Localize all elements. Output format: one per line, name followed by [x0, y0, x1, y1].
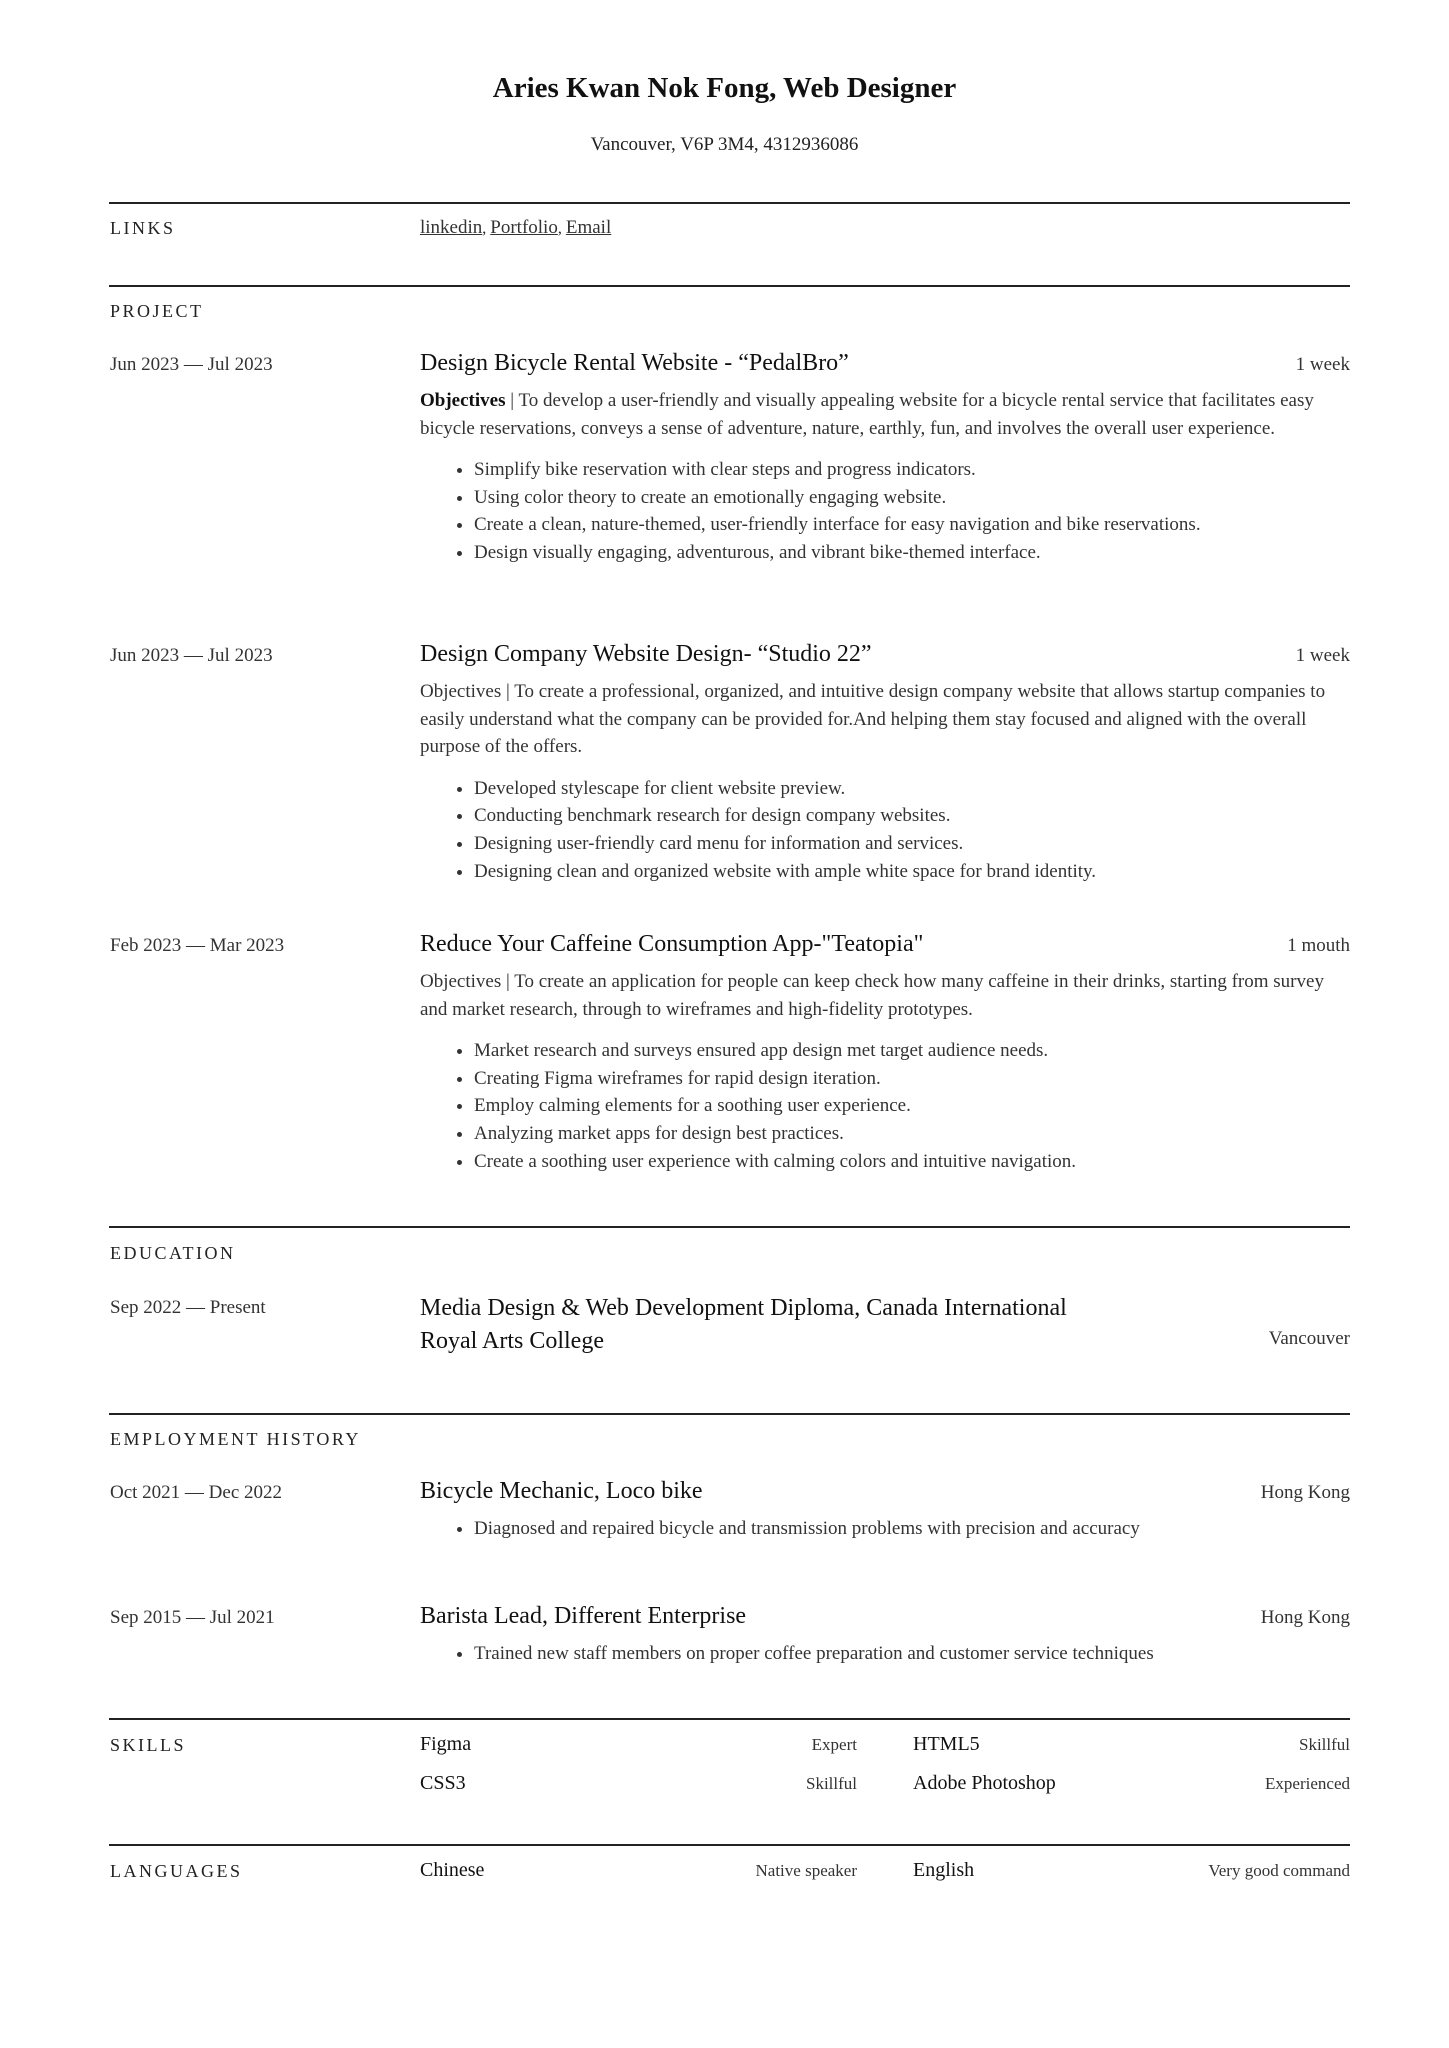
entry-objectives: Objectives | To develop a user-friendly and visually appealing website for a bicycle rental service that facilitates easy bicycle reservations, conveys a sense of adventure, nature, earthly, fun, and involves the overall user experience.: [420, 390, 1314, 439]
entry-date: Jun 2023 — Jul 2023: [110, 645, 273, 666]
bullet-list: [420, 775, 1350, 885]
skill-item: HTML5 Skillful: [913, 1733, 1350, 1755]
divider: [109, 285, 1350, 287]
bullet-list: [420, 1515, 1350, 1543]
skills-grid: [420, 1733, 1350, 1795]
language-item: Chinese Native speaker: [420, 1859, 857, 1881]
skill-item: Figma Expert: [420, 1733, 857, 1755]
project-entry: [420, 350, 1350, 567]
section-label-links: LINKS: [110, 218, 176, 238]
section-label-employment: EMPLOYMENT HISTORY: [110, 1429, 361, 1449]
project-entry: [420, 931, 1350, 1175]
link-portfolio[interactable]: Portfolio: [490, 217, 558, 238]
section-label-education: EDUCATION: [110, 1243, 236, 1263]
entry-location: Hong Kong: [1260, 1607, 1350, 1628]
entry-objectives: Objectives | To create a professional, organized, and intuitive design company website that allows startup companies to easily understand what the company can be provided for.And helping them stay focused and aligned with the overall purpose of the offers.: [420, 681, 1326, 758]
entry-date: Sep 2022 — Present: [110, 1297, 266, 1318]
list-item: • Diagnosed and repaired bicycle and transmission problems with precision and accuracy: [474, 1515, 1350, 1543]
languages-grid: [420, 1859, 1350, 1882]
divider: [109, 1226, 1350, 1228]
entry-date: Oct 2021 — Dec 2022: [110, 1482, 283, 1503]
list-item: • Designing clean and organized website with ample white space for brand identity.: [474, 858, 1350, 886]
list-item: • Analyzing market apps for design best practices.: [474, 1120, 1350, 1148]
entry-date: Feb 2023 — Mar 2023: [110, 935, 285, 956]
divider: [109, 1718, 1350, 1720]
entry-title: Bicycle Mechanic, Loco bike: [420, 1478, 703, 1504]
section-label-skills: SKILLS: [110, 1735, 187, 1755]
list-item: • Creating Figma wireframes for rapid design iteration.: [474, 1065, 1350, 1093]
entry-title: Design Company Website Design- “Studio 22”: [420, 641, 872, 667]
list-item: • Conducting benchmark research for design company websites.: [474, 802, 1350, 830]
list-item: • Employ calming elements for a soothing user experience.: [474, 1092, 1350, 1120]
divider: [109, 1413, 1350, 1415]
list-item: • Create a soothing user experience with calming colors and intuitive navigation.: [474, 1148, 1350, 1176]
section-label-languages: LANGUAGES: [110, 1861, 243, 1881]
list-item: • Design visually engaging, adventurous, and vibrant bike-themed interface.: [474, 539, 1350, 567]
list-item: • Using color theory to create an emotionally engaging website.: [474, 484, 1350, 512]
list-item: • Trained new staff members on proper coffee preparation and customer service techniques: [474, 1640, 1350, 1668]
skill-item: CSS3 Skillful: [420, 1772, 857, 1794]
entry-location: Hong Kong: [1260, 1482, 1350, 1503]
separator: ,: [482, 220, 491, 237]
employment-entry: [420, 1478, 1350, 1543]
entry-duration: 1 week: [1295, 645, 1350, 666]
list-item: • Designing user-friendly card menu for information and services.: [474, 830, 1350, 858]
language-item: English Very good command: [913, 1859, 1350, 1881]
skill-item: Adobe Photoshop Experienced: [913, 1772, 1350, 1794]
entry-objectives: Objectives | To create an application for people can keep check how many caffeine in their drinks, starting from survey and market research, through to wireframes and high-fidelity prototypes.: [420, 971, 1324, 1020]
bullet-list: [420, 1640, 1350, 1668]
project-entry: [420, 641, 1350, 885]
list-item: • Market research and surveys ensured app design met target audience needs.: [474, 1037, 1350, 1065]
entry-location: Vancouver: [1268, 1328, 1350, 1349]
entry-title: Design Bicycle Rental Website - “PedalBro”: [420, 350, 849, 376]
entry-duration: 1 week: [1295, 354, 1350, 375]
link-email[interactable]: Email: [565, 217, 612, 238]
education-entry: [420, 1292, 1350, 1358]
bullet-list: [420, 1037, 1350, 1175]
entry-title: Reduce Your Caffeine Consumption App-"Teatopia": [420, 931, 924, 957]
list-item: • Simplify bike reservation with clear steps and progress indicators.: [474, 456, 1350, 484]
link-linkedin[interactable]: linkedin: [420, 217, 483, 238]
separator: ,: [557, 220, 566, 237]
list-item: • Developed stylescape for client website preview.: [474, 775, 1350, 803]
divider: [109, 202, 1350, 204]
employment-entry: [420, 1603, 1350, 1668]
entry-title: Barista Lead, Different Enterprise: [420, 1603, 747, 1629]
entry-date: Jun 2023 — Jul 2023: [110, 354, 273, 375]
list-item: • Create a clean, nature-themed, user-friendly interface for easy navigation and bike reservations.: [474, 511, 1350, 539]
entry-duration: 1 mouth: [1287, 935, 1350, 956]
links-list: [420, 217, 1350, 239]
entry-title: Media Design & Web Development Diploma, Canada International Royal Arts College: [420, 1295, 1067, 1354]
bullet-list: [420, 456, 1350, 566]
resume-name: Aries Kwan Nok Fong, Web Designer: [492, 72, 957, 104]
section-label-project: PROJECT: [110, 301, 204, 321]
entry-date: Sep 2015 — Jul 2021: [110, 1607, 275, 1628]
divider: [109, 1844, 1350, 1846]
contact-info: Vancouver, V6P 3M4, 4312936086: [590, 134, 859, 155]
